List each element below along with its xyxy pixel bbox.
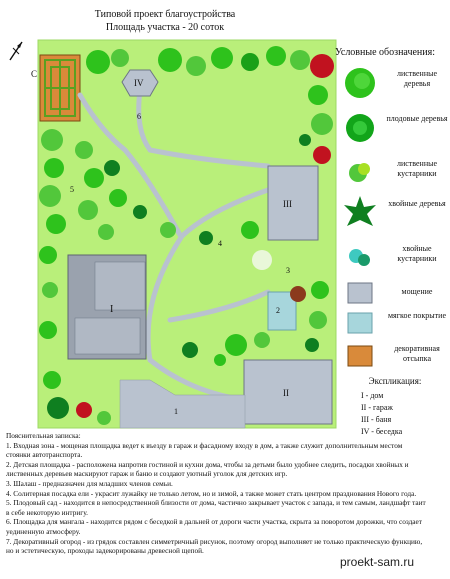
notes-line: 6. Площадка для мангала - находится рядом с беседкой в дальней от дороги части участка, скрыта за поворотом дорожки, что создает уединенную атмосферу.	[6, 517, 422, 536]
explication-item: II - гараж	[361, 403, 393, 412]
garage-label: II	[283, 388, 289, 398]
hut-label: 3	[286, 266, 290, 275]
notes-line: 3. Шалаш - предназначен для младших членов семьи.	[6, 478, 173, 488]
legend-label: лиственные кустарники	[396, 159, 438, 178]
legend-item-conifer-trees	[340, 193, 450, 233]
solitary-spruce-label: 4	[218, 239, 222, 248]
legend-item-deciduous-trees	[340, 63, 450, 103]
decor-fill-swatch	[340, 338, 380, 378]
legend-item-fruit-trees	[340, 108, 450, 148]
deciduous-tree-icon	[340, 63, 380, 103]
legend-item-conifer-shrubs	[340, 238, 450, 278]
notes-line: 5. Плодовый сад - находится в непосредственной близости от дома, частично закрывает участок с запада, и тем самым, ландшафт таит в себе некоторую интригу.	[6, 498, 426, 517]
legend-title: Условные обозначения:	[335, 47, 436, 58]
explication-item: III - баня	[361, 415, 392, 424]
legend-label: декоративная отсыпка	[394, 344, 440, 363]
legend-item-deciduous-shrubs	[340, 153, 450, 193]
explication-item: IV - беседка	[361, 427, 403, 436]
sauna-label: III	[283, 199, 292, 209]
notes-title: Пояснительная записка:	[6, 431, 81, 440]
notes-line: 4. Солитерная посадка ели - украсит лужайку не только летом, но и зимой, а также может стать центром празднования Нового года.	[6, 488, 417, 498]
vegetable-garden	[40, 55, 80, 121]
house-label: I	[110, 304, 114, 315]
conifer-tree-icon	[340, 193, 380, 233]
entry-zone-label: 1	[174, 407, 178, 416]
bbq-label: 6	[137, 112, 141, 121]
legend-label: лиственные деревья	[396, 69, 438, 88]
legend-label: хвойные кустарники	[397, 244, 437, 263]
watermark: proekt-sam.ru	[340, 555, 415, 569]
explanatory-notes	[6, 431, 426, 556]
compass-letter: С	[31, 69, 38, 79]
legend-item-decor-fill	[340, 338, 450, 378]
legend-label: мягкое покрытие	[387, 311, 447, 320]
gazebo-label: IV	[134, 78, 144, 88]
deciduous-shrub-icon	[340, 153, 380, 193]
title-line-2: Площадь участка - 20 соток	[105, 22, 225, 33]
orchard-label: 5	[70, 185, 74, 194]
house-building	[68, 255, 146, 359]
playground-label: 2	[276, 306, 280, 315]
fruit-tree-icon	[340, 108, 380, 148]
notes-line: 1. Входная зона - мощеная площадка ведет к въезду в гараж и фасадному входу в дом, а также служит дополнительным местом стоянки автотранспорта.	[6, 440, 403, 460]
sauna-building	[268, 166, 318, 240]
notes-line: 2. Детская площадка - расположена напротив гостиной и кухни дома, чтобы за детьми было удобнее следить, посадки хвойных и лиственных деревьев маскируют гараж и баню и создают уютный уголок для детских игр.	[6, 459, 409, 479]
explication-item: I - дом	[361, 391, 384, 400]
explication-title: Экспликация:	[368, 376, 422, 386]
explication	[345, 375, 445, 438]
title-line-1: Типовой проект благоустройства	[94, 9, 236, 20]
legend-label: мощение	[401, 287, 433, 296]
legend-label: хвойные деревья	[388, 199, 446, 208]
notes-line: 7. Декоративный огород - из грядок составлен симметричный рисунок, поэтому огород выполняет не только практическую функцию, но и эстетическую, проходы задекорированы древесной щепой.	[6, 536, 423, 556]
conifer-shrub-icon	[340, 238, 380, 278]
legend-label: плодовые деревья	[386, 114, 448, 123]
